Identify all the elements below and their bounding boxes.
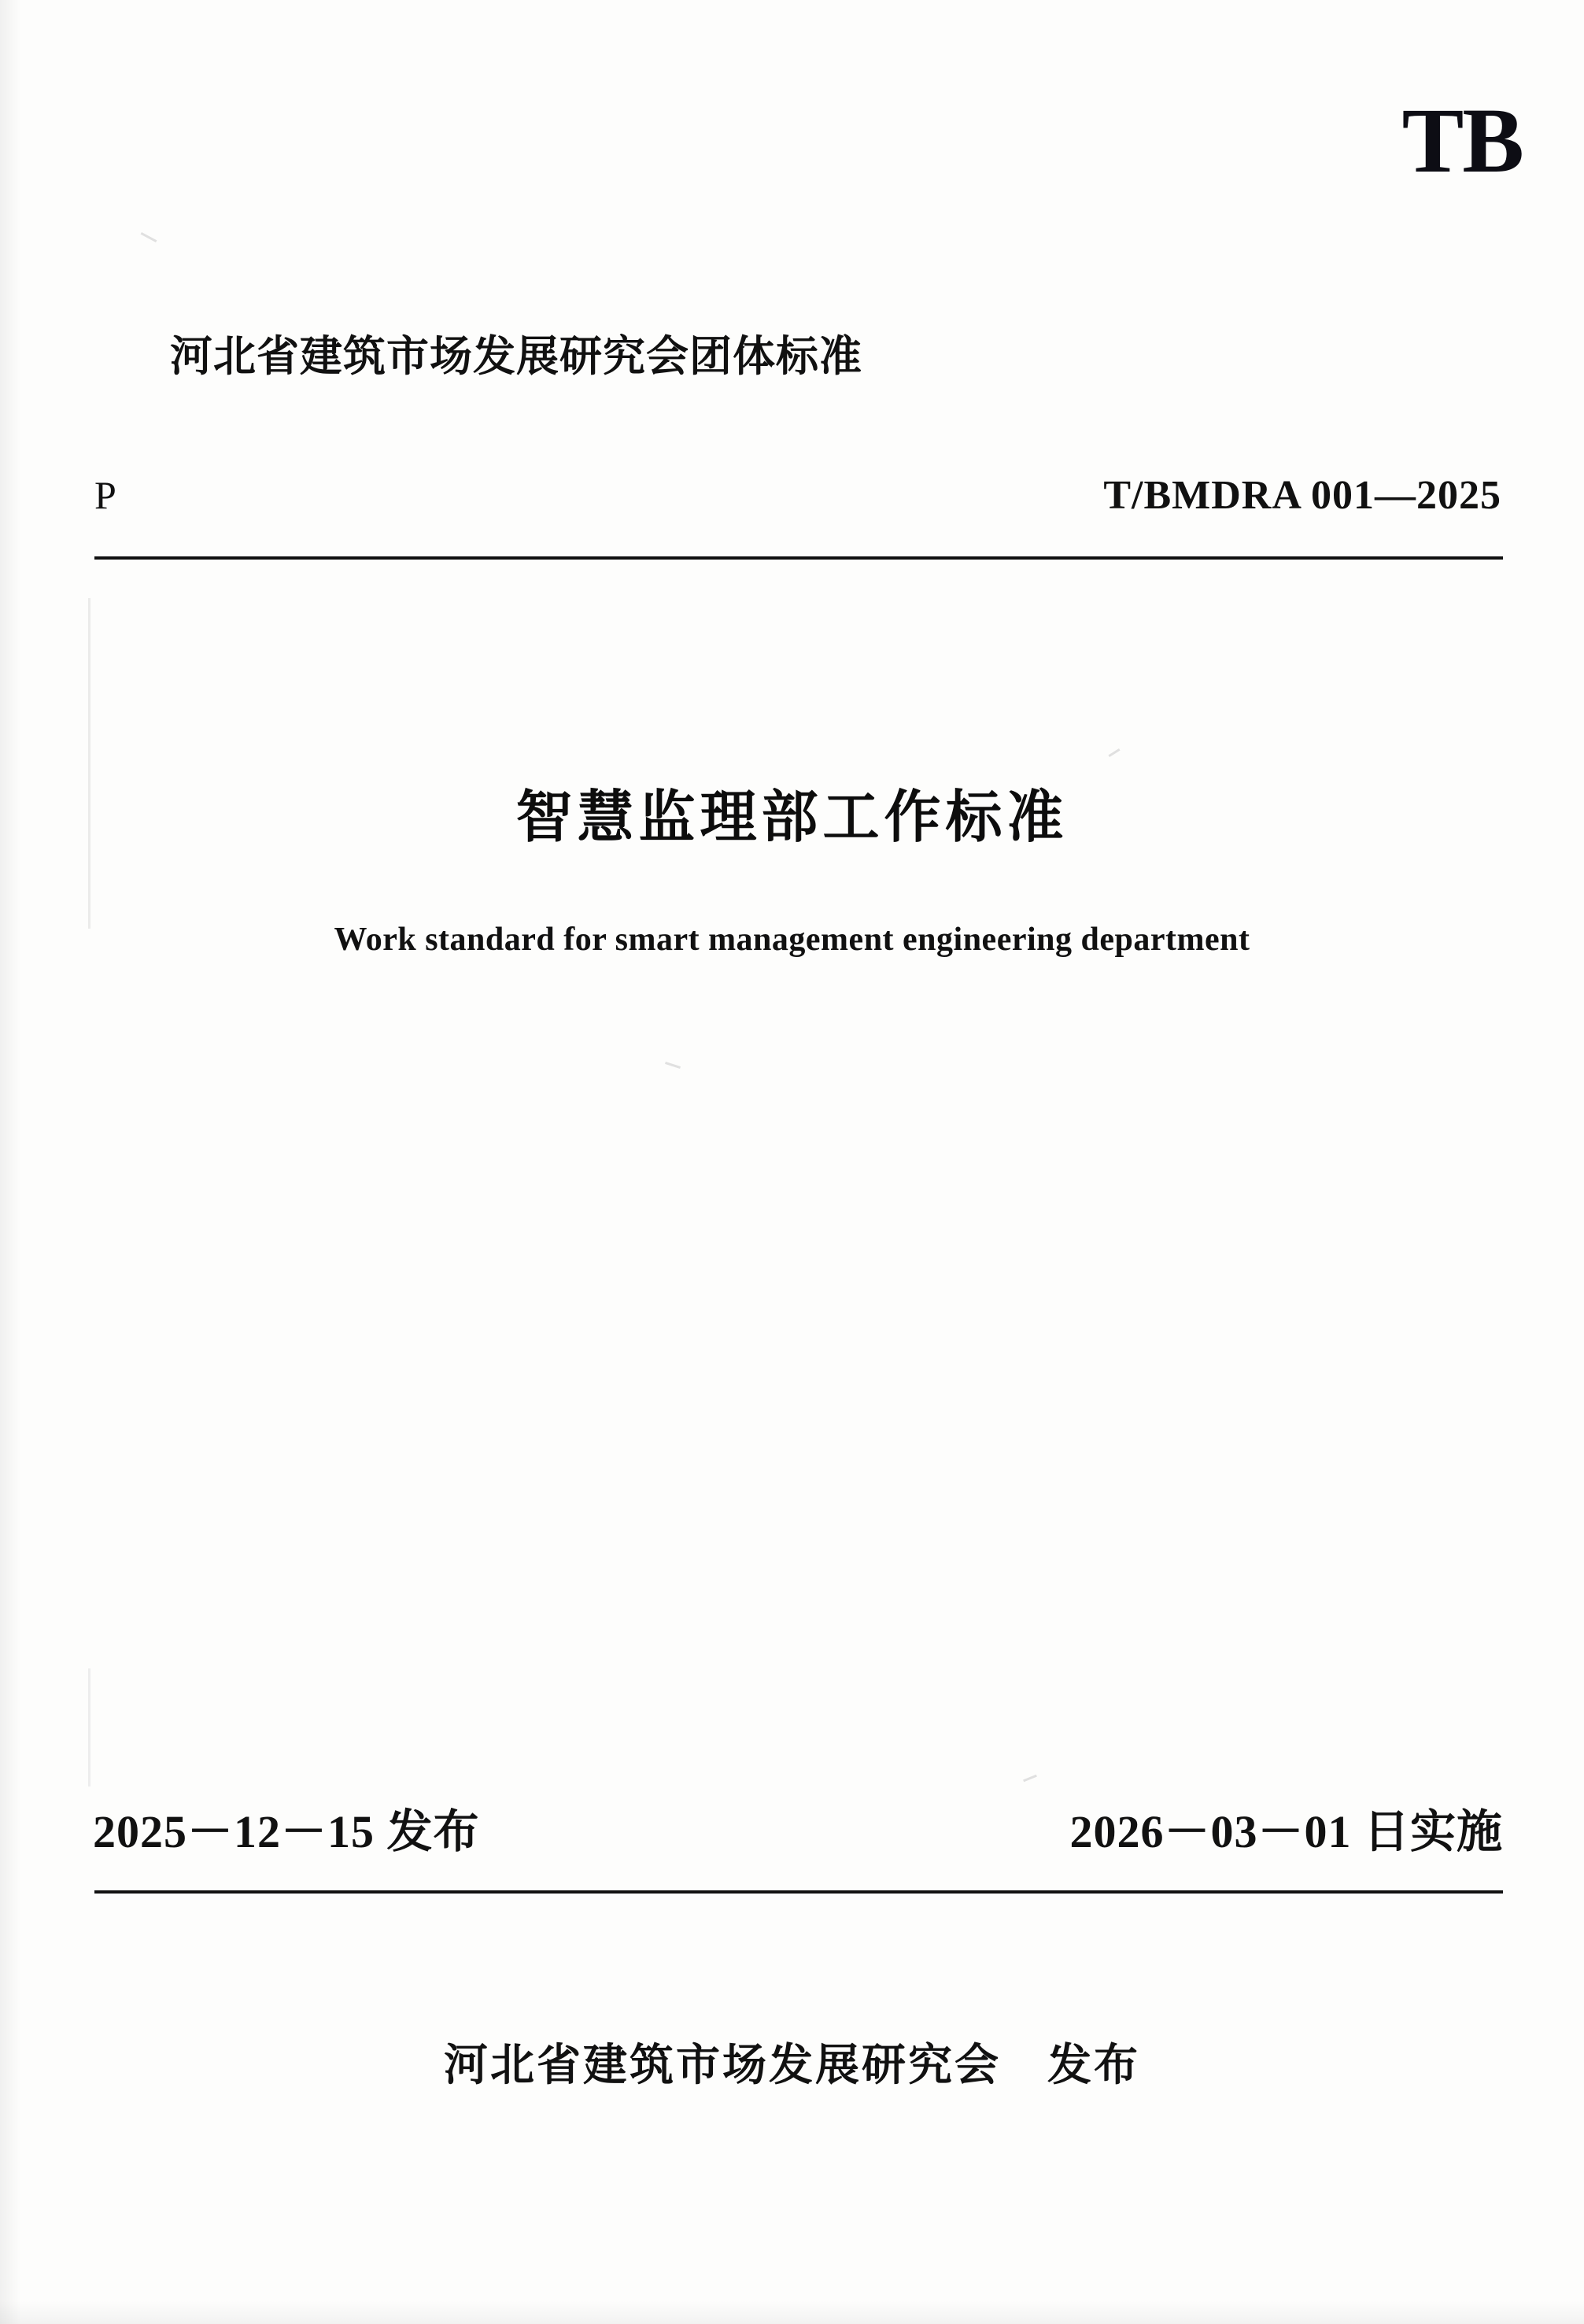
- scan-line-left: [88, 598, 90, 929]
- standard-number: T/BMDRA 001—2025: [1103, 473, 1501, 518]
- page-edge-shadow-left: [0, 0, 20, 2324]
- effective-date: 2026－03－01 日实施: [1069, 1806, 1503, 1857]
- standard-code-row: [94, 472, 1501, 519]
- document-title-en: Work standard for smart management engineering department: [334, 922, 1250, 958]
- organization-header: 河北省建筑市场发展研究会团体标准: [170, 331, 862, 381]
- publisher-line: 河北省建筑市场发展研究会 发布: [444, 2040, 1140, 2091]
- scan-speck-1: [141, 232, 157, 242]
- scan-speck-3: [665, 1062, 681, 1069]
- issue-date: 2025－12－15 发布: [93, 1806, 480, 1857]
- classification-code: P: [94, 473, 116, 517]
- divider-bottom: [94, 1890, 1503, 1894]
- scan-speck-2: [1108, 748, 1120, 757]
- series-mark: TB: [1401, 89, 1523, 192]
- divider-top: [94, 556, 1503, 560]
- scan-speck-4: [1023, 1775, 1037, 1783]
- scan-line-left-2: [88, 1668, 90, 1786]
- page-edge-shadow-bottom: [0, 2300, 1584, 2324]
- document-title-cn: 智慧监理部工作标准: [515, 783, 1069, 850]
- dates-row: [93, 1794, 1503, 1860]
